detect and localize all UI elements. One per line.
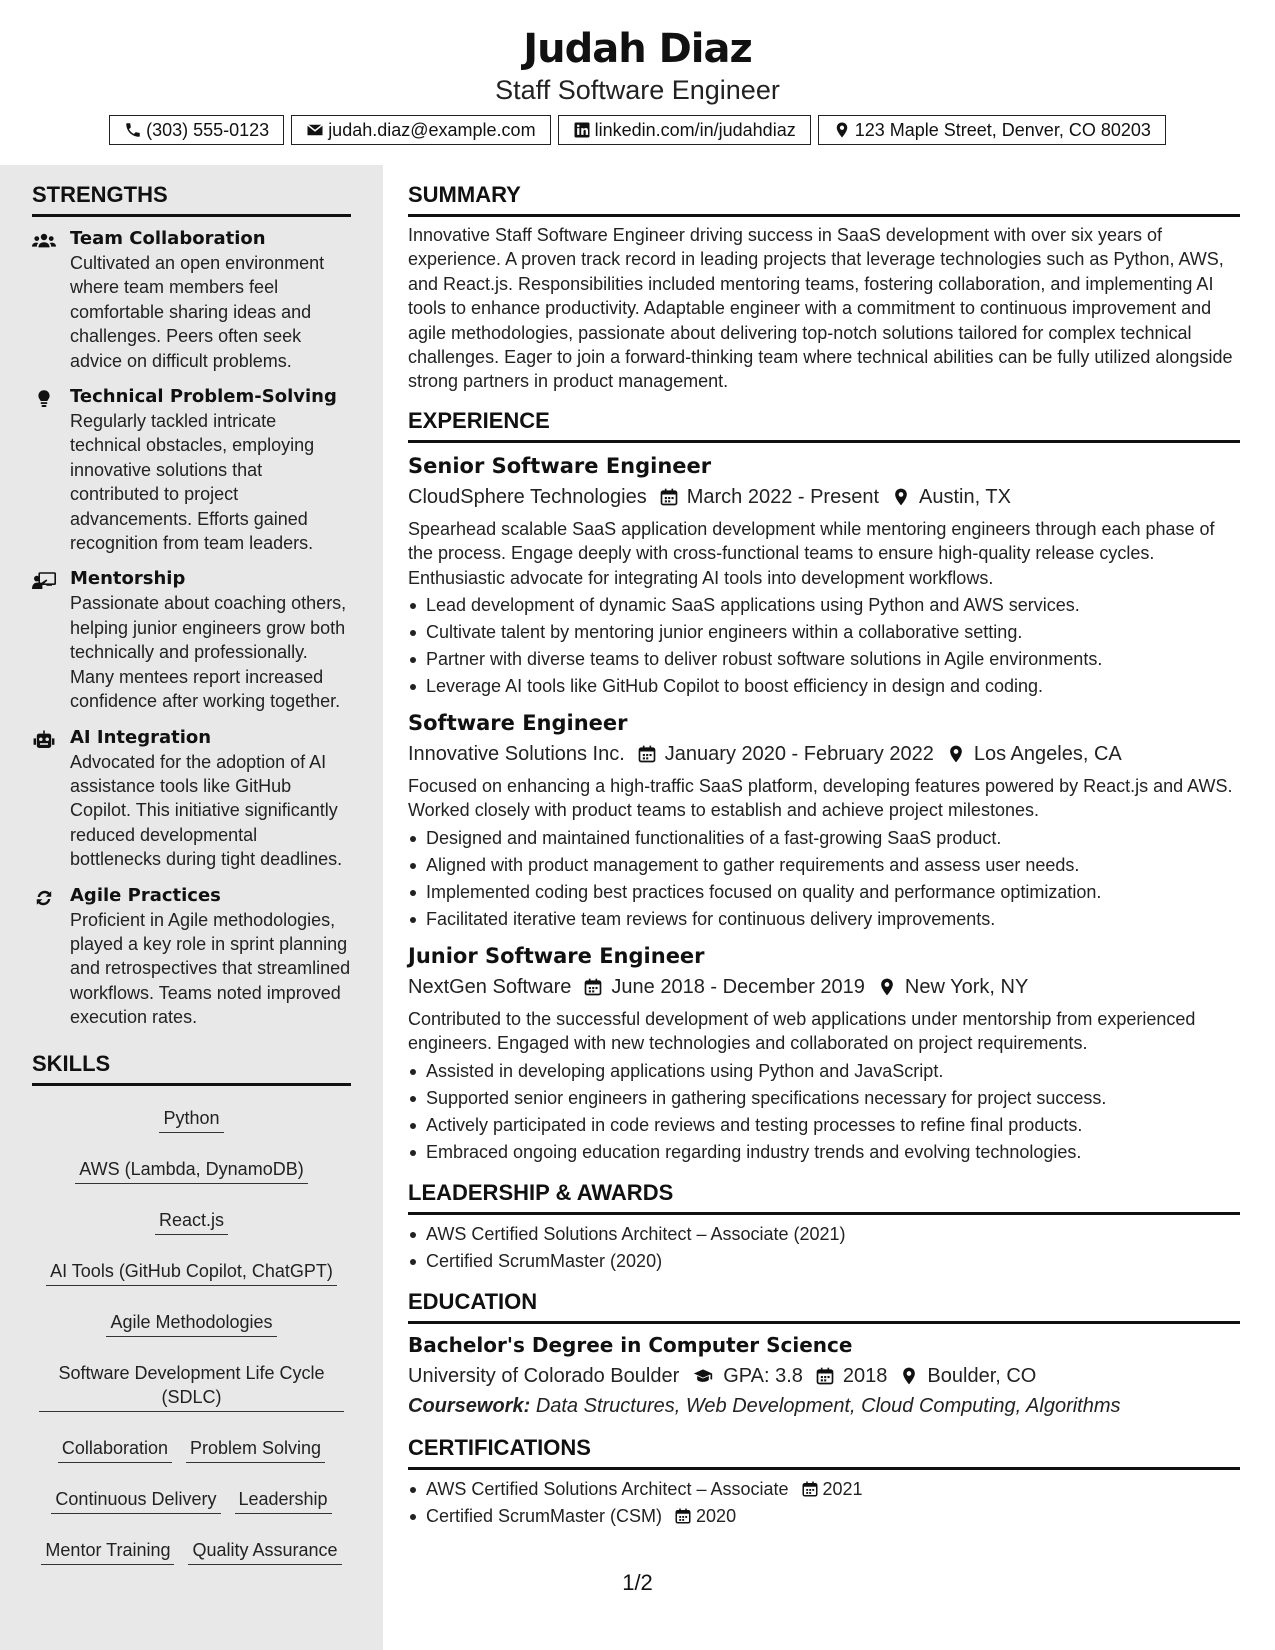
strength-title: Mentorship <box>70 568 186 590</box>
list-item: Actively participated in code reviews and testing processes to refine final products. <box>408 1112 1240 1139</box>
contact-bar <box>0 115 1275 145</box>
list-item: Lead development of dynamic SaaS applications using Python and AWS services. <box>408 592 1240 619</box>
leadership-list <box>408 1221 1240 1275</box>
job-dates: June 2018 - December 2019 <box>611 975 865 998</box>
job-dates: March 2022 - Present <box>686 485 880 508</box>
list-item: Designed and maintained functionalities of a fast-growing SaaS product. <box>408 825 1240 852</box>
list-item: Facilitated iterative team reviews for continuous delivery improvements. <box>408 906 1240 933</box>
job-description: Focused on enhancing a high-traffic SaaS platform, developing features powered by React.js and AWS. Worked closely with product teams to establish and achieve project milestones. <box>408 776 1233 821</box>
contact-linkedin-text: linkedin.com/in/judahdiaz <box>594 119 796 140</box>
summary-heading: SUMMARY <box>408 165 1240 217</box>
strength-title: Technical Problem-Solving <box>70 386 337 408</box>
linkedin-icon <box>573 121 591 139</box>
education-heading: EDUCATION <box>408 1275 1240 1324</box>
job-company: NextGen Software <box>408 975 572 998</box>
education-degree: Bachelor's Degree in Computer Science <box>408 1332 853 1357</box>
calendar-icon <box>815 1366 835 1386</box>
strength-text: Advocated for the adoption of AI assistance tools like GitHub Copilot. This initiative significantly reduced developmental bottlenecks during tight deadlines. <box>70 751 343 870</box>
education-gpa: GPA: 3.8 <box>723 1364 803 1387</box>
contact-linkedin[interactable] <box>558 115 811 145</box>
calendar-icon <box>659 487 679 507</box>
skill-tag: Continuous Delivery <box>51 1481 220 1514</box>
contact-address[interactable] <box>818 115 1166 145</box>
skills-heading: SKILLS <box>32 1034 351 1086</box>
calendar-icon <box>674 1507 692 1525</box>
list-item <box>408 1476 1240 1503</box>
strength-item <box>32 884 351 1030</box>
job-role: Software Engineer <box>408 711 628 736</box>
list-item: Assisted in developing applications using Python and JavaScript. <box>408 1058 1240 1085</box>
skill-tag: React.js <box>155 1202 228 1235</box>
calendar-icon <box>583 977 603 997</box>
strength-item <box>32 385 351 555</box>
strength-title: Agile Practices <box>70 884 221 906</box>
strength-item <box>32 726 351 872</box>
skill-tag: Mentor Training <box>41 1532 174 1565</box>
skill-tag: Collaboration <box>58 1430 172 1463</box>
list-item: Partner with diverse teams to deliver robust software solutions in Agile environments. <box>408 646 1240 673</box>
job-description: Spearhead scalable SaaS application development while mentoring engineers through each phase of the process. Engage deeply with cross-functional teams to ensure high-quality release cycles. Enthusiastic advocate for integrating AI tools into development workflows. <box>408 518 1215 588</box>
job-location: Austin, TX <box>919 485 1011 508</box>
strength-text: Regularly tackled intricate technical obstacles, employing innovative solutions that contributed to project advancements. Efforts gained recognition from team leaders. <box>70 411 315 554</box>
skills-list <box>32 1094 351 1577</box>
job-meta <box>408 739 1240 769</box>
certifications-list <box>408 1476 1240 1530</box>
experience-heading: EXPERIENCE <box>408 394 1240 443</box>
sync-icon <box>32 888 56 908</box>
education-location: Boulder, CO <box>927 1364 1037 1387</box>
robot-icon <box>32 730 56 750</box>
list-item: Supported senior engineers in gathering specifications necessary for project success. <box>408 1085 1240 1112</box>
skill-tag: Leadership <box>235 1481 332 1514</box>
calendar-icon <box>637 744 657 764</box>
map-pin-icon <box>946 744 966 764</box>
strength-text: Proficient in Agile methodologies, played a key role in sprint planning and retrospectives that streamlined workflows. Teams noted improved execution rates. <box>70 909 351 1028</box>
phone-icon <box>124 121 142 139</box>
envelope-icon <box>306 121 324 139</box>
job-location: New York, NY <box>904 975 1029 998</box>
cert-year: 2021 <box>822 1478 863 1499</box>
list-item: Certified ScrumMaster (2020) <box>408 1248 1240 1275</box>
calendar-icon <box>801 1480 819 1498</box>
lightbulb-icon <box>32 389 56 409</box>
strengths-heading: STRENGTHS <box>32 165 351 217</box>
list-item: Aligned with product management to gather requirements and assess user needs. <box>408 852 1240 879</box>
job-company: CloudSphere Technologies <box>408 485 647 508</box>
strength-item <box>32 227 351 373</box>
education-meta <box>408 1361 1240 1391</box>
main-column <box>408 165 1240 1530</box>
sidebar <box>0 165 383 1650</box>
contact-address-text: 123 Maple Street, Denver, CO 80203 <box>854 119 1151 140</box>
job-bullets <box>408 592 1240 700</box>
job-role: Junior Software Engineer <box>408 943 705 968</box>
skill-tag: Software Development Life Cycle (SDLC) <box>39 1355 344 1412</box>
graduation-cap-icon <box>691 1366 715 1386</box>
strength-text: Cultivated an open environment where team members feel comfortable sharing ideas and challenges. Peers often seek advice on difficult problems. <box>70 253 325 371</box>
skill-tag: AI Tools (GitHub Copilot, ChatGPT) <box>46 1253 337 1286</box>
contact-email-text: judah.diaz@example.com <box>328 119 536 140</box>
certifications-heading: CERTIFICATIONS <box>408 1421 1240 1470</box>
cert-year: 2020 <box>696 1505 737 1526</box>
strength-title: Team Collaboration <box>70 228 266 249</box>
coursework-text: Data Structures, Web Development, Cloud Computing, Algorithms <box>535 1394 1121 1417</box>
job-bullets <box>408 1058 1240 1166</box>
strength-item <box>32 567 351 713</box>
skill-tag: Quality Assurance <box>188 1532 341 1565</box>
contact-phone-text: (303) 555-0123 <box>146 119 270 140</box>
strength-text: Passionate about coaching others, helping junior engineers grow both technically and professionally. Many mentees report increased confidence after working together. <box>70 593 347 712</box>
list-item: Embraced ongoing education regarding industry trends and evolving technologies. <box>408 1139 1240 1166</box>
list-item <box>408 1503 1240 1530</box>
map-pin-icon <box>891 487 911 507</box>
resume-header <box>0 0 1275 145</box>
coursework <box>408 1391 1240 1421</box>
job-meta <box>408 972 1240 1002</box>
contact-phone[interactable] <box>109 115 284 145</box>
cert-name: AWS Certified Solutions Architect – Associate <box>426 1478 789 1499</box>
skill-tag: AWS (Lambda, DynamoDB) <box>75 1151 307 1184</box>
contact-email[interactable] <box>291 115 550 145</box>
job-location: Los Angeles, CA <box>973 743 1122 766</box>
job-role: Senior Software Engineer <box>408 453 712 478</box>
job-description: Contributed to the successful development of web applications under mentorship from experienced engineers. Engaged with new technologies and collaborated on project requirements. <box>408 1008 1196 1054</box>
leadership-heading: LEADERSHIP & AWARDS <box>408 1166 1240 1215</box>
list-item: Implemented coding best practices focused on quality and performance optimization. <box>408 879 1240 906</box>
job-entry <box>408 941 1240 1166</box>
strength-title: AI Integration <box>70 726 212 748</box>
candidate-name: Judah Diaz <box>523 26 752 72</box>
map-pin-icon <box>877 977 897 997</box>
job-entry <box>408 451 1240 700</box>
job-dates: January 2020 - February 2022 <box>664 743 934 766</box>
job-bullets <box>408 825 1240 933</box>
job-company: Innovative Solutions Inc. <box>408 743 625 766</box>
skill-tag: Python <box>159 1100 223 1133</box>
job-entry <box>408 708 1240 933</box>
job-meta <box>408 482 1240 512</box>
list-item: AWS Certified Solutions Architect – Associate (2021) <box>408 1221 1240 1248</box>
candidate-title: Staff Software Engineer <box>495 75 780 105</box>
page-number: 1/2 <box>622 1570 653 1595</box>
map-pin-icon <box>899 1366 919 1386</box>
coursework-label: Coursework: <box>408 1394 531 1417</box>
list-item: Leverage AI tools like GitHub Copilot to boost efficiency in design and coding. <box>408 673 1240 700</box>
skill-tag: Problem Solving <box>186 1430 325 1463</box>
map-pin-icon <box>833 121 851 139</box>
skill-tag: Agile Methodologies <box>106 1304 276 1337</box>
chalkboard-teacher-icon <box>32 571 56 591</box>
education-school: University of Colorado Boulder <box>408 1364 680 1387</box>
cert-name: Certified ScrumMaster (CSM) <box>426 1505 663 1526</box>
summary-text: Innovative Staff Software Engineer driving success in SaaS development with over six years of experience. A proven track record in leading projects that leverage technologies such as Python, AWS, and React.js. Responsibilities included mentoring teams, fostering collaboration, and implementing AI tools to enhance productivity. Adaptable engineer with a commitment to continuous improvement and agile methodologies, passionate about delivering top-notch solutions tailored for complex technical challenges. Eager to join a forward-thinking team where technical abilities can be fully utilized alongside strong partners in product management. <box>408 225 1233 392</box>
list-item: Cultivate talent by mentoring junior engineers within a collaborative setting. <box>408 619 1240 646</box>
users-icon <box>32 231 56 251</box>
education-year: 2018 <box>842 1364 888 1387</box>
